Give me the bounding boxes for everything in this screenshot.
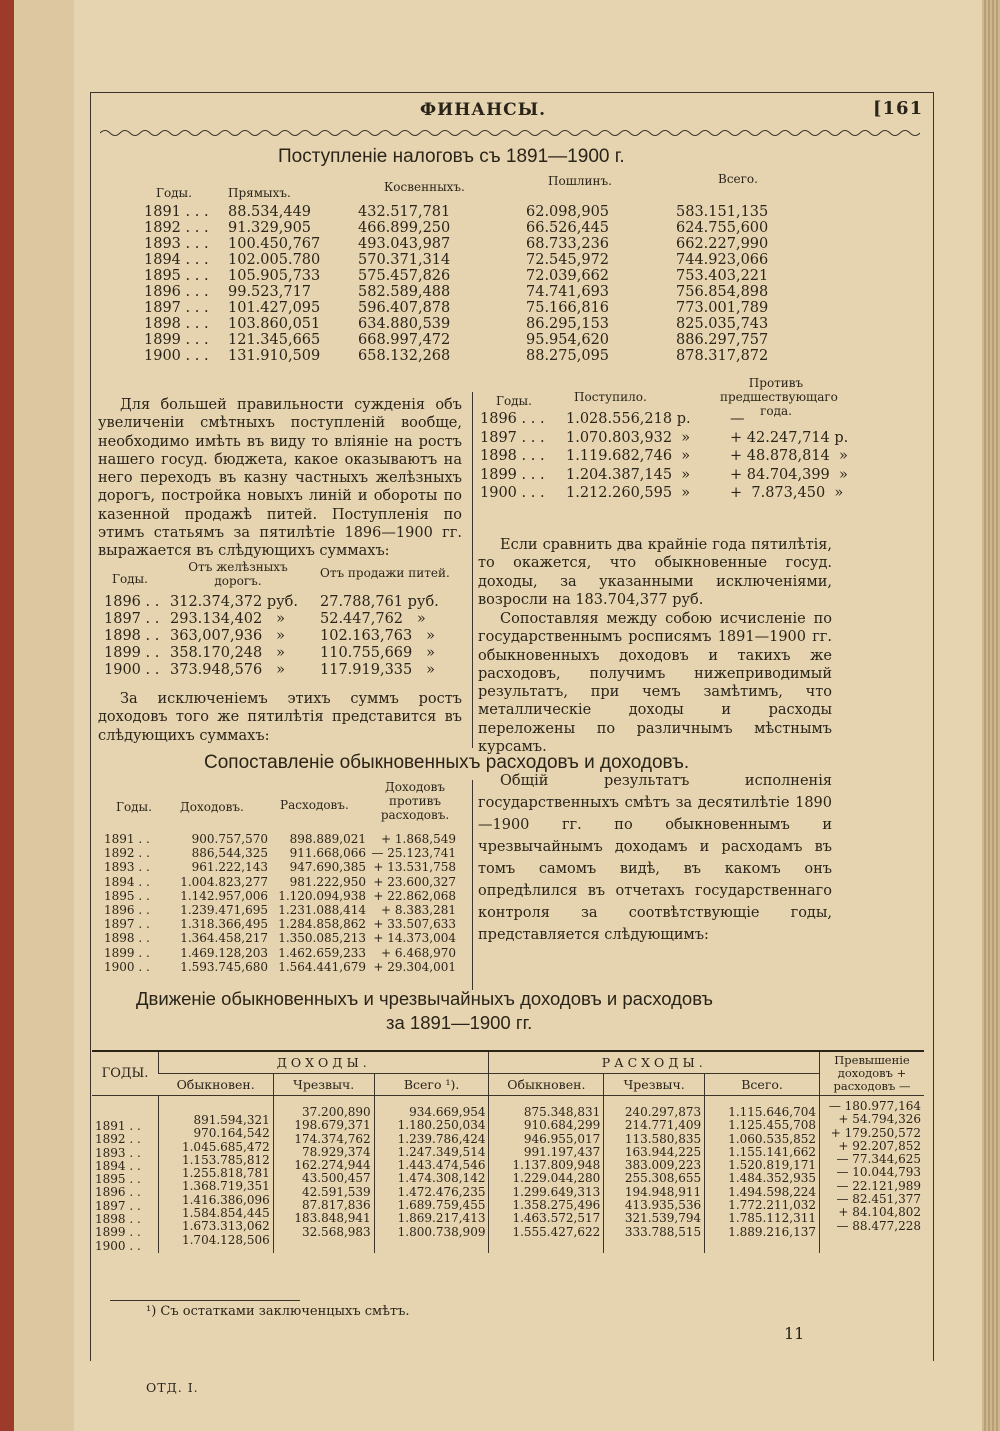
- s2-cell: + 6.468,970: [381, 945, 456, 960]
- s2-row: [104, 903, 456, 917]
- s2-cell: 1894 . .: [104, 874, 150, 889]
- movement-cell: 1.785.112,311: [728, 1211, 816, 1226]
- tax-cell: 74.741,693: [526, 284, 610, 300]
- col-income-ordinary: [159, 1096, 274, 1253]
- received-cell: 1897 . . .: [480, 429, 545, 446]
- s2-rows: [104, 832, 456, 974]
- movement-cell: — 82.451,377: [836, 1192, 921, 1207]
- column-divider-2: [472, 780, 473, 990]
- tax-cell: 575.457,826: [358, 268, 451, 284]
- s2-header-income: Доходовъ.: [180, 800, 244, 814]
- tax-cell: 878.317,872: [676, 348, 769, 364]
- movement-cell: 1892 . .: [95, 1132, 141, 1147]
- left-paragraph-1: Для большей правильности сужденія объ увеличеніи смѣтныхъ поступленій вообще, необходимо имѣть въ виду то вліяніе на ростъ нашего госуд. бюджета, какое оказываютъ на него переходъ въ казну частныхъ желѣзныхъ дорогъ, постройка новыхъ линій и обороты по казенной продажѣ питей. Поступленія по этимъ статьямъ за пятилѣтіе 1896—1900 гг. выражается въ слѣдующихъ суммахъ:: [98, 397, 462, 560]
- tax-cell: 131.910,509: [228, 348, 321, 364]
- s2-header-expense: Расходовъ.: [280, 798, 349, 812]
- tax-row: [144, 348, 808, 364]
- movement-cell: 1.239.786,424: [397, 1131, 486, 1146]
- tax-cell: 1896 . . .: [144, 284, 209, 300]
- col-header-duties: Пошлинъ.: [548, 174, 612, 188]
- movement-cell: 32.568,983: [301, 1224, 371, 1239]
- tax-cell: 1894 . . .: [144, 252, 209, 268]
- s2-cell: 1.350.085,213: [278, 931, 366, 946]
- received-header-change: Противъ предшествующаго года.: [720, 376, 838, 418]
- movement-cell: 113.580,835: [624, 1131, 702, 1146]
- received-cell: 1.028.556,218 р.: [566, 411, 691, 427]
- rail-table: [104, 594, 440, 679]
- movement-cell: + 179.250,572: [830, 1125, 921, 1140]
- received-cell: 1899 . . .: [480, 466, 545, 483]
- tax-row: [144, 252, 808, 268]
- movement-cell: 1.229.044,280: [512, 1171, 601, 1186]
- rail-cell: 358.170,248 »: [170, 645, 285, 661]
- tax-row: [144, 284, 808, 300]
- tax-cell: 582.589,488: [358, 284, 451, 300]
- s2-cell: + 8.383,281: [381, 903, 456, 918]
- section3-title-line1: Движеніе обыкновенныхъ и чрезвычайныхъ доходовъ и расходовъ: [136, 988, 713, 1009]
- movement-cell: 1.180.250,034: [397, 1118, 486, 1133]
- tax-row: [144, 268, 808, 284]
- th-expense-group: РАСХОДЫ.: [489, 1052, 820, 1073]
- rail-row: [104, 628, 440, 645]
- movement-cell: 1.689.759,455: [397, 1198, 486, 1213]
- received-cell: + 7.873,450 »: [730, 485, 844, 501]
- movement-cell: 970.164,542: [193, 1126, 270, 1141]
- tax-cell: 886.297,757: [676, 332, 769, 348]
- s2-cell: 1.364.458,217: [180, 931, 268, 946]
- movement-cell: — 22.121,989: [836, 1178, 921, 1193]
- movement-table: [92, 1050, 924, 1253]
- col-income-total: [374, 1096, 489, 1253]
- s2-cell: 1.318.366,495: [180, 917, 268, 932]
- rail-cell: 1896 . .: [104, 594, 160, 610]
- tax-row: [144, 204, 808, 220]
- footnote: ¹) Съ остатками заключенцыхъ смѣтъ.: [146, 1304, 410, 1319]
- movement-cell: 1.155.141,662: [728, 1144, 816, 1159]
- movement-cell: 1898 . .: [95, 1212, 141, 1227]
- s2-cell: + 29.304,001: [373, 959, 456, 974]
- col-header-total: Всего.: [718, 172, 758, 186]
- rail-cell: 117.919,335 »: [320, 662, 435, 678]
- s2-cell: 1899 . .: [104, 945, 150, 960]
- movement-cell: 194.948,911: [624, 1184, 702, 1199]
- movement-cell: 1.045.685,472: [181, 1139, 270, 1154]
- movement-cell: — 10.044,793: [836, 1165, 921, 1180]
- movement-cell: 1.463.572,517: [512, 1211, 601, 1226]
- tax-cell: 66.526,445: [526, 220, 610, 236]
- col-header-indirect: Косвенныхъ.: [384, 180, 465, 194]
- rail-cell: 102.163,763 »: [320, 628, 435, 644]
- tax-cell: 103.860,051: [228, 316, 321, 332]
- movement-cell: 37.200,890: [301, 1105, 371, 1119]
- s2-row: [104, 846, 456, 860]
- th-income-group: ДОХОДЫ.: [159, 1052, 489, 1073]
- movement-cell: 162.274,944: [294, 1158, 371, 1173]
- s2-cell: 1.231.088,414: [278, 903, 366, 918]
- received-cell: 1900 . . .: [480, 485, 545, 501]
- movement-cell: 214.771,409: [624, 1118, 702, 1133]
- s2-row: [104, 960, 456, 974]
- movement-cell: 43.500,457: [301, 1171, 371, 1186]
- right-paragraph-1: Если сравнить два крайніе года пятилѣтія, то окажется, что обыкновенные госуд. доходы, за указанными исключеніями, возросли на 183.704,377 руб.: [478, 537, 832, 608]
- tax-cell: 825.035,743: [676, 316, 769, 332]
- page-edges: [982, 0, 1000, 1431]
- tax-cell: 99.523,717: [228, 284, 312, 300]
- tax-cell: 658.132,268: [358, 348, 451, 364]
- tax-cell: 105.905,733: [228, 268, 321, 284]
- rail-cell: 1897 . .: [104, 611, 160, 627]
- ornamental-rule: [100, 128, 920, 138]
- rail-cell: 52.447,762 »: [320, 611, 426, 627]
- col-expense-extra: [604, 1096, 705, 1253]
- rail-cell: 1899 . .: [104, 645, 160, 661]
- movement-cell: 1.443.474,546: [397, 1158, 486, 1173]
- tax-cell: 466.899,250: [358, 220, 451, 236]
- movement-cell: 255.308,655: [624, 1171, 702, 1186]
- movement-cell: 1893 . .: [95, 1145, 141, 1160]
- s2-cell: + 1.868,549: [381, 832, 456, 846]
- movement-cell: 1.800.738,909: [397, 1224, 486, 1239]
- s2-cell: 1.462.659,233: [278, 945, 366, 960]
- movement-cell: 383.009,223: [624, 1158, 702, 1173]
- received-cell: —: [730, 411, 745, 427]
- th-income-ordinary: Обыкновен.: [176, 1076, 255, 1092]
- rail-cell: 1898 . .: [104, 628, 160, 644]
- movement-cell: 875.348,831: [523, 1105, 601, 1119]
- received-cell: 1.212.260,595 »: [566, 485, 691, 501]
- tax-row: [144, 316, 808, 332]
- s2-row: [104, 917, 456, 931]
- tax-cell: 1893 . . .: [144, 236, 209, 252]
- received-cell: 1.119.682,746 »: [566, 448, 691, 464]
- movement-cell: + 54.794,326: [838, 1112, 921, 1127]
- tax-cell: 75.166,816: [526, 300, 610, 316]
- movement-cell: 1894 . .: [95, 1158, 141, 1173]
- th-years: ГОДЫ.: [101, 1066, 149, 1081]
- movement-cell: 1.125.455,708: [728, 1118, 816, 1133]
- s2-cell: 886,544,325: [191, 846, 268, 861]
- rail-row: [104, 611, 440, 628]
- col-years: [92, 1096, 159, 1253]
- rail-row: [104, 662, 440, 679]
- s2-table: [104, 832, 456, 974]
- s2-cell: 1.239.471,695: [180, 903, 268, 918]
- previous-page-edge: [14, 0, 74, 1431]
- section2-title: Сопоставленіе обыкновенныхъ расходовъ и доходовъ.: [204, 752, 690, 773]
- movement-cell: 87.817,836: [301, 1198, 371, 1213]
- movement-cell: — 77.344,625: [836, 1152, 921, 1167]
- tax-cell: 1899 . . .: [144, 332, 209, 348]
- rail-header-spirits: Отъ продажи питей.: [320, 566, 450, 580]
- s2-cell: 898.889,021: [289, 832, 366, 846]
- s2-row: [104, 875, 456, 889]
- rail-cell: 293.134,402 »: [170, 611, 285, 627]
- s2-row: [104, 860, 456, 874]
- movement-cell: 1895 . .: [95, 1172, 141, 1187]
- tax-cell: 100.450,767: [228, 236, 321, 252]
- rail-row: [104, 645, 440, 662]
- s2-cell: + 33.507,633: [373, 917, 456, 932]
- s2-row: [104, 889, 456, 903]
- tax-cell: 68.733,236: [526, 236, 610, 252]
- running-title: ФИНАНСЫ.: [420, 100, 547, 120]
- s2-cell: 1897 . .: [104, 917, 150, 932]
- s2-header-years: Годы.: [116, 800, 152, 814]
- movement-cell: 1.869.217,413: [397, 1211, 486, 1226]
- col-header-years: Годы.: [156, 186, 192, 200]
- tax-cell: 668.997,472: [358, 332, 451, 348]
- s2-cell: 1896 . .: [104, 903, 150, 918]
- received-table: [480, 410, 848, 503]
- tax-table: [144, 204, 808, 364]
- movement-cell: + 84.104,802: [838, 1205, 921, 1220]
- tax-cell: 1892 . . .: [144, 220, 209, 236]
- tax-cell: 1898 . . .: [144, 316, 209, 332]
- movement-cell: 934.669,954: [409, 1105, 486, 1119]
- received-cell: + 48.878,814 »: [730, 448, 848, 464]
- tax-cell: 121.345,665: [228, 332, 321, 348]
- section3-title-line2: за 1891—1900 гг.: [386, 1012, 533, 1033]
- s2-cell: 1.469.128,203: [180, 945, 268, 960]
- tax-cell: 432.517,781: [358, 204, 451, 220]
- s2-cell: 1.004.823,277: [180, 874, 268, 889]
- s2-cell: 911.668,066: [289, 846, 366, 861]
- received-cell: + 42.247,714 р.: [730, 429, 849, 446]
- page-number-header: [161: [873, 98, 924, 119]
- book-spine: [0, 0, 14, 1431]
- s2-row: [104, 931, 456, 945]
- movement-cell: 1.060.535,852: [728, 1131, 816, 1146]
- s2-cell: 1.564.441,679: [278, 959, 366, 974]
- s2-cell: 1.284.858,862: [278, 917, 366, 932]
- tax-cell: 95.954,620: [526, 332, 610, 348]
- tax-cell: 102.005.780: [228, 252, 321, 268]
- tax-cell: 86.295,153: [526, 316, 610, 332]
- s2-cell: 1.142.957,006: [180, 888, 268, 903]
- movement-cell: 1.115.646,704: [728, 1105, 816, 1119]
- tax-row: [144, 332, 808, 348]
- rail-cell: 1900 . .: [104, 662, 160, 678]
- s2-cell: 1895 . .: [104, 888, 150, 903]
- tax-cell: 1891 . . .: [144, 204, 209, 220]
- received-rows: [480, 410, 848, 503]
- s2-cell: + 13.531,758: [373, 860, 456, 875]
- tax-row: [144, 220, 808, 236]
- tax-cell: 662.227,990: [676, 236, 769, 252]
- received-row: [480, 466, 848, 485]
- movement-cell: 321.539,794: [624, 1211, 702, 1226]
- right-paragraph-3: Общій результатъ исполненія государственныхъ смѣтъ за десятилѣтіе 1890—1900 гг. по обыкновеннымъ и чрезвычайнымъ доходамъ и расходамъ въ томъ самомъ видѣ, въ какомъ онъ опредѣлился въ отчетахъ государственнаго контроля за соотвѣтствующіе годы, представляется слѣдующимъ:: [478, 773, 832, 943]
- tax-cell: 744.923,066: [676, 252, 769, 268]
- col-excess: [820, 1096, 925, 1253]
- th-income-total: Всего ¹).: [374, 1073, 489, 1095]
- rail-cell: 363,007,936 »: [170, 628, 285, 644]
- movement-cell: 1891 . .: [95, 1119, 141, 1133]
- tax-cell: 773.001,789: [676, 300, 769, 316]
- received-header-amount: Поступило.: [574, 390, 647, 404]
- movement-cell: 333.788,515: [624, 1224, 702, 1239]
- tax-cell: 101.427,095: [228, 300, 321, 316]
- movement-cell: 1.673.313,062: [181, 1219, 270, 1234]
- movement-cell: 78.929,374: [301, 1144, 371, 1159]
- movement-cell: 163.944,225: [624, 1144, 702, 1159]
- movement-cell: 991.197,437: [523, 1144, 601, 1159]
- s2-row: [104, 832, 456, 846]
- s2-cell: 1.593.745,680: [180, 959, 268, 974]
- s2-row: [104, 946, 456, 960]
- tax-row: [144, 300, 808, 316]
- movement-cell: 1.772.211,032: [728, 1198, 816, 1213]
- movement-cell: 1.247.349,514: [397, 1144, 486, 1159]
- movement-cell: 1.584.854,445: [181, 1206, 270, 1221]
- s2-cell: 981.222,950: [289, 874, 366, 889]
- movement-cell: 1.704.128,506: [181, 1232, 270, 1247]
- movement-cell: 1.472.476,235: [397, 1184, 486, 1199]
- received-row: [480, 410, 848, 429]
- page-signature-number: 11: [784, 1324, 805, 1343]
- movement-cell: 1.416.386,096: [181, 1192, 270, 1207]
- s2-cell: 1892 . .: [104, 846, 150, 861]
- s2-cell: — 25.123,741: [371, 846, 456, 861]
- received-cell: 1898 . . .: [480, 448, 545, 464]
- rail-cell: 373.948,576 »: [170, 662, 285, 678]
- movement-cell: 240.297,873: [624, 1105, 702, 1119]
- movement-cell: 946.955,017: [523, 1131, 601, 1146]
- s2-cell: 961.222,143: [191, 860, 268, 875]
- tax-cell: 91.329,905: [228, 220, 312, 236]
- tax-cell: 1900 . . .: [144, 348, 209, 364]
- movement-cell: 891.594,321: [193, 1113, 270, 1127]
- received-cell: + 84.704,399 »: [730, 466, 848, 483]
- th-income-extra: Чрезвыч.: [273, 1073, 374, 1095]
- received-cell: 1.070.803,932 »: [566, 429, 691, 446]
- movement-cell: 1.555.427,622: [512, 1224, 601, 1239]
- received-row: [480, 484, 848, 503]
- movement-cell: 1.299.649,313: [512, 1184, 601, 1199]
- movement-cell: 174.374,762: [294, 1131, 371, 1146]
- movement-cell: 1.889.216,137: [728, 1224, 816, 1239]
- s2-cell: + 22.862,068: [373, 888, 456, 903]
- col-header-direct: Прямыхъ.: [228, 186, 291, 200]
- s2-cell: + 14.373,004: [373, 931, 456, 946]
- movement-cell: 1900 . .: [95, 1238, 141, 1253]
- tax-cell: 1895 . . .: [144, 268, 209, 284]
- tax-rows: [144, 204, 808, 364]
- received-header-years: Годы.: [496, 394, 532, 408]
- rail-cell: 27.788,761 руб.: [320, 594, 439, 610]
- left-paragraph-2: За исключеніемъ этихъ суммъ ростъ доходовъ того же пятилѣтія представится въ слѣдующихъ суммахъ:: [98, 691, 462, 744]
- tax-cell: 1897 . . .: [144, 300, 209, 316]
- th-expense-total: Всего.: [705, 1073, 820, 1095]
- s2-cell: + 23.600,327: [373, 874, 456, 889]
- movement-cell: + 92.207,852: [838, 1138, 921, 1153]
- received-cell: 1.204.387,145 »: [566, 466, 691, 483]
- movement-cell: 1896 . .: [95, 1185, 141, 1200]
- movement-cell: 42.591,539: [301, 1184, 371, 1199]
- rail-row: [104, 594, 440, 611]
- movement-cell: 1.255.818,781: [181, 1166, 270, 1181]
- movement-cell: 1.484.352,935: [728, 1171, 816, 1186]
- tax-cell: 88.534,449: [228, 204, 312, 220]
- tax-cell: 634.880,539: [358, 316, 451, 332]
- movement-cell: 1.474.308,142: [397, 1171, 486, 1186]
- tax-cell: 624.755,600: [676, 220, 769, 236]
- s2-cell: 900.757,570: [191, 832, 268, 846]
- col-expense-ordinary: [489, 1096, 604, 1253]
- received-row: [480, 447, 848, 466]
- column-divider: [472, 392, 473, 748]
- movement-cell: 1.137.809,948: [512, 1158, 601, 1173]
- rail-rows: [104, 594, 440, 679]
- tax-cell: 72.039,662: [526, 268, 610, 284]
- movement-cell: 1897 . .: [95, 1198, 141, 1213]
- section-mark: ОТД. I.: [146, 1380, 199, 1395]
- tax-cell: 72.545,972: [526, 252, 610, 268]
- tax-cell: 596.407,878: [358, 300, 451, 316]
- s2-cell: 947.690,385: [289, 860, 366, 875]
- movement-cell: — 180.977,164: [828, 1099, 921, 1113]
- movement-cell: 910.684,299: [523, 1118, 601, 1133]
- tax-cell: 62.098,905: [526, 204, 610, 220]
- received-row: [480, 429, 848, 448]
- s2-cell: 1891 . .: [104, 832, 150, 846]
- col-expense-total: [705, 1096, 820, 1253]
- s2-cell: 1900 . .: [104, 959, 150, 974]
- tax-cell: 753.403,221: [676, 268, 769, 284]
- rail-header-rail: Отъ желѣзныхъ дорогъ.: [188, 560, 288, 588]
- right-paragraph-2: Сопоставляя между собою исчисленіе по государственнымъ росписямъ 1891—1900 гг. обыкновенныхъ доходовъ и такихъ же расходовъ, получимъ нижеприводимый результатъ, при чемъ замѣтимъ, что металлическіе доходы и расходы переложены по различнымъ мѣстнымъ курсамъ.: [478, 611, 832, 756]
- rail-cell: 110.755,669 »: [320, 645, 435, 661]
- tax-cell: 756.854,898: [676, 284, 769, 300]
- tax-row: [144, 236, 808, 252]
- tax-cell: 493.043,987: [358, 236, 451, 252]
- col-income-extra: [273, 1096, 374, 1253]
- movement-cell: — 88.477,228: [836, 1218, 921, 1233]
- th-expense-extra: Чрезвыч.: [604, 1073, 705, 1095]
- movement-cell: 1.494.598,224: [728, 1184, 816, 1199]
- tax-cell: 583.151,135: [676, 204, 769, 220]
- footnote-rule: [110, 1300, 300, 1301]
- th-expense-ordinary: Обыкновен.: [489, 1073, 604, 1095]
- received-cell: 1896 . . .: [480, 411, 545, 427]
- s2-cell: 1893 . .: [104, 860, 150, 875]
- tax-cell: 88.275,095: [526, 348, 610, 364]
- movement-cell: 198.679,371: [294, 1118, 371, 1133]
- s2-cell: 1898 . .: [104, 931, 150, 946]
- movement-cell: 1.520.819,171: [728, 1158, 816, 1173]
- s2-header-diff: Доходовъ противъ расходовъ.: [380, 780, 450, 822]
- th-excess: Превышеніе доходовъ + расходовъ —: [820, 1052, 925, 1096]
- s2-cell: 1.120.094,938: [278, 888, 366, 903]
- tax-cell: 570.371,314: [358, 252, 451, 268]
- rail-cell: 312.374,372 руб.: [170, 594, 299, 610]
- movement-cell: 413.935,536: [624, 1198, 702, 1213]
- movement-cell: 183.848,941: [294, 1211, 371, 1226]
- movement-cell: 1899 . .: [95, 1225, 141, 1240]
- movement-cell: 1.153.785,812: [181, 1152, 270, 1167]
- section1-title: Поступленіе налоговъ съ 1891—1900 г.: [278, 146, 625, 167]
- movement-cell: 1.368.719,351: [181, 1179, 270, 1194]
- rail-header-years: Годы.: [112, 572, 148, 586]
- movement-cell: 1.358.275,496: [512, 1198, 601, 1213]
